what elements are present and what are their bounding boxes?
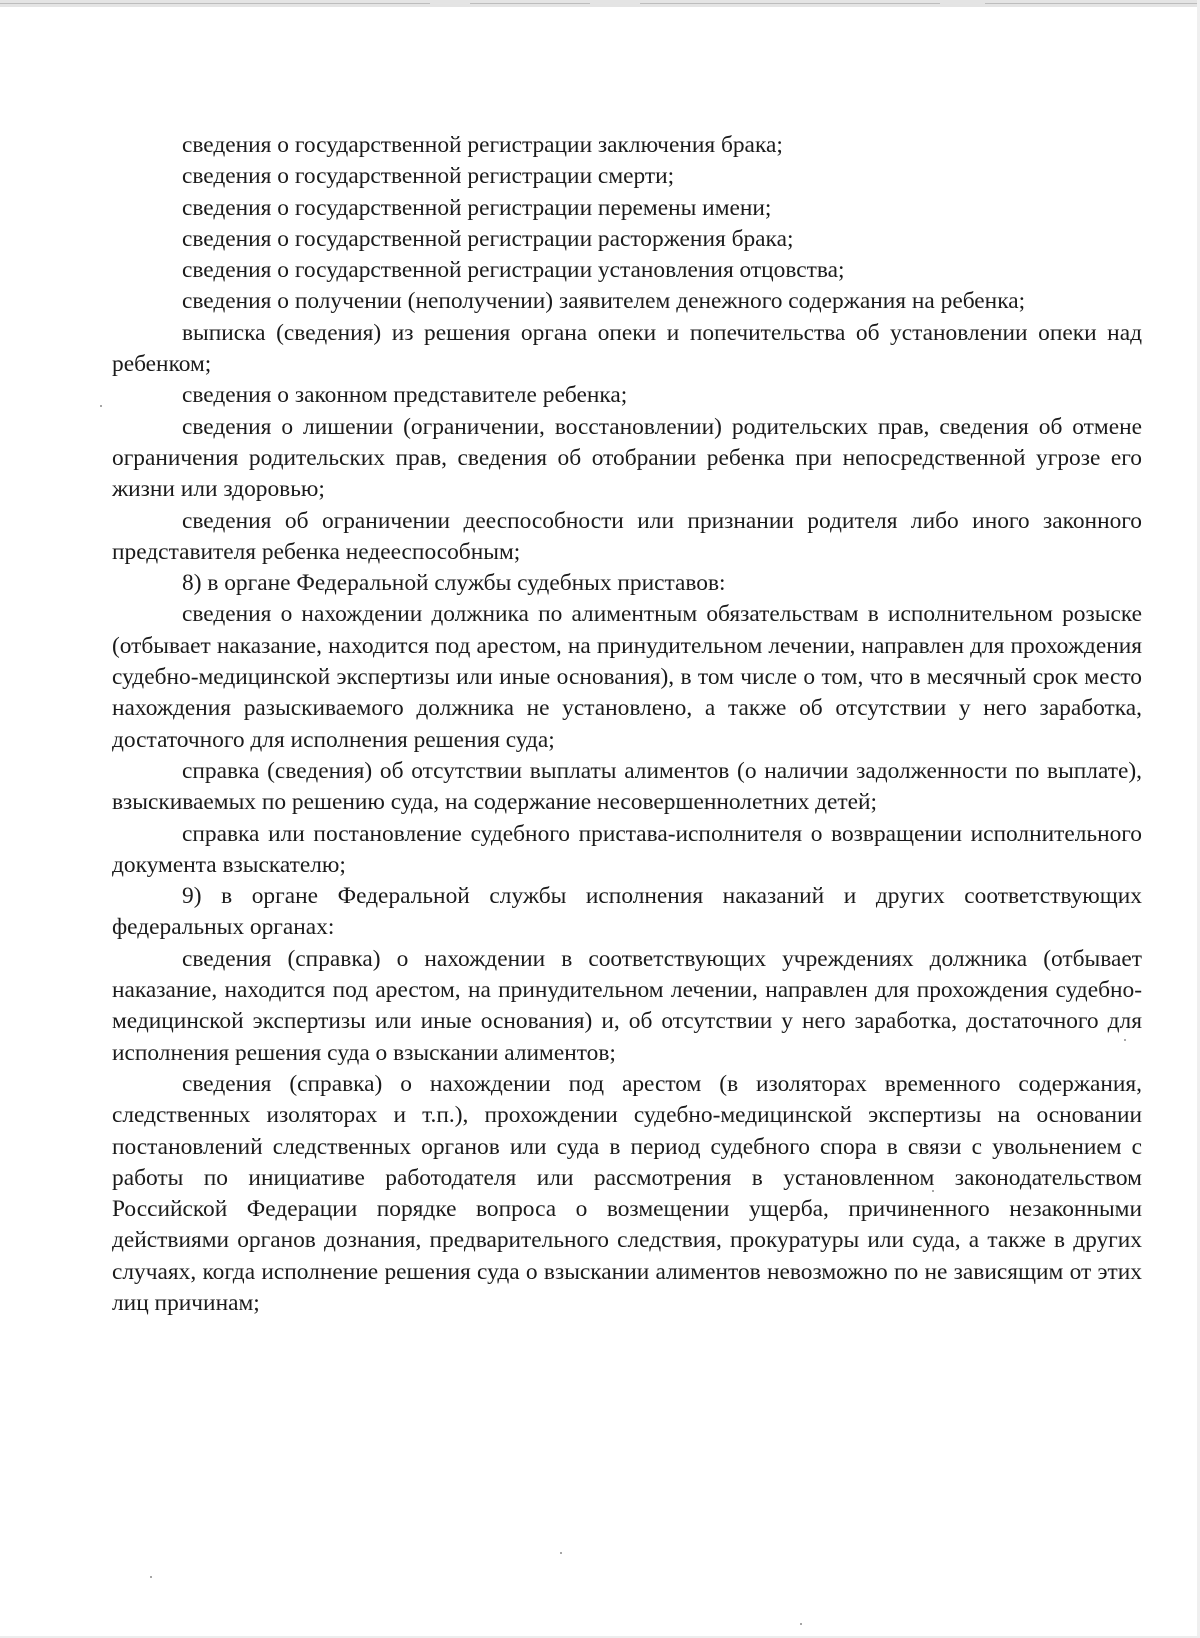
paragraph: сведения (справка) о нахождении под арестом (в изоляторах временного содержания, следственных изоляторах и т.п.), прохождении судебно-медицинской экспертизы на основании постановлений следственных органов или суда в период судебного спора в связи с увольнением с работы по инициативе работодателя или рассмотрения в установленном законодательством Российской Федерации порядке вопроса о возмещении ущерба, причиненного незаконными действиями органов дознания, предварительного следствия, прокуратуры или суда, а также в других случаях, когда исполнение решения суда о взыскании алиментов невозможно по не зависящим от этих лиц причинам; xyxy=(112,1070,1142,1316)
paragraph: сведения о государственной регистрации смерти; xyxy=(182,163,675,190)
scan-speck xyxy=(800,1623,802,1625)
paragraph: справка или постановление судебного пристава-исполнителя о возвращении исполнительного документа взыскателю; xyxy=(112,820,1142,878)
scan-streak xyxy=(985,3,1200,4)
paragraph: сведения о нахождении должника по алиментным обязательствам в исполнительном розыске (отбывает наказание, находится под арестом, на принудительном лечении, направлен для прохождения судебно-медицинской экспертизы или иные основания), в том числе о том, что в месячный срок место нахождения разыскиваемого должника не установлено, а также об отсутствии у него заработка, достаточного для исполнения решения суда; xyxy=(112,601,1142,753)
scan-speck xyxy=(560,1552,562,1554)
paragraph: сведения о государственной регистрации заключения брака; xyxy=(182,132,783,158)
paragraph: сведения об ограничении дееспособности или признании родителя либо иного законного представителя ребенка недееспособным; xyxy=(112,507,1142,565)
paragraph: справка (сведения) об отсутствии выплаты алиментов (о наличии задолженности по выплате), взыскиваемых по решению суда, на содержание несовершеннолетних детей; xyxy=(112,757,1142,816)
section-heading: 8) в органе Федеральной службы судебных приставов: xyxy=(182,570,726,597)
paragraph: сведения о лишении (ограничении, восстановлении) родительских прав, сведения об отмене ограничения родительских прав, сведения об отобрании ребенка при непосредственной угрозе его жизни или здоровью; xyxy=(112,413,1142,503)
paragraph: сведения о получении (неполучении) заявителем денежного содержания на ребенка; xyxy=(182,288,1026,315)
document-text xyxy=(112,130,1142,1319)
paragraph: сведения о государственной регистрации расторжения брака; xyxy=(182,225,794,252)
scan-speck xyxy=(100,405,102,407)
scan-streak xyxy=(470,3,590,4)
paragraph: сведения о законном представителе ребенка; xyxy=(182,382,628,409)
scan-top-edge xyxy=(0,0,1200,7)
paragraph: выписка (сведения) из решения органа опеки и попечительства об установлении опеки над ребенком; xyxy=(112,319,1142,378)
scan-streak xyxy=(0,3,430,4)
scan-streak xyxy=(640,3,940,4)
section-heading: 9) в органе Федеральной службы исполнения наказаний и других соответствующих федеральных органах: xyxy=(112,883,1142,941)
paragraph: сведения о государственной регистрации перемены имени; xyxy=(182,194,772,221)
paragraph: сведения о государственной регистрации установления отцовства; xyxy=(182,257,845,284)
paragraph: сведения (справка) о нахождении в соответствующих учреждениях должника (отбывает наказание, находится под арестом, на принудительном лечении, направлен для прохождения судебно-медицинской экспертизы или иные основания) и, об отсутствии у него заработка, достаточного для исполнения решения суда о взыскании алиментов; xyxy=(112,945,1142,1066)
scan-speck xyxy=(150,1576,152,1578)
